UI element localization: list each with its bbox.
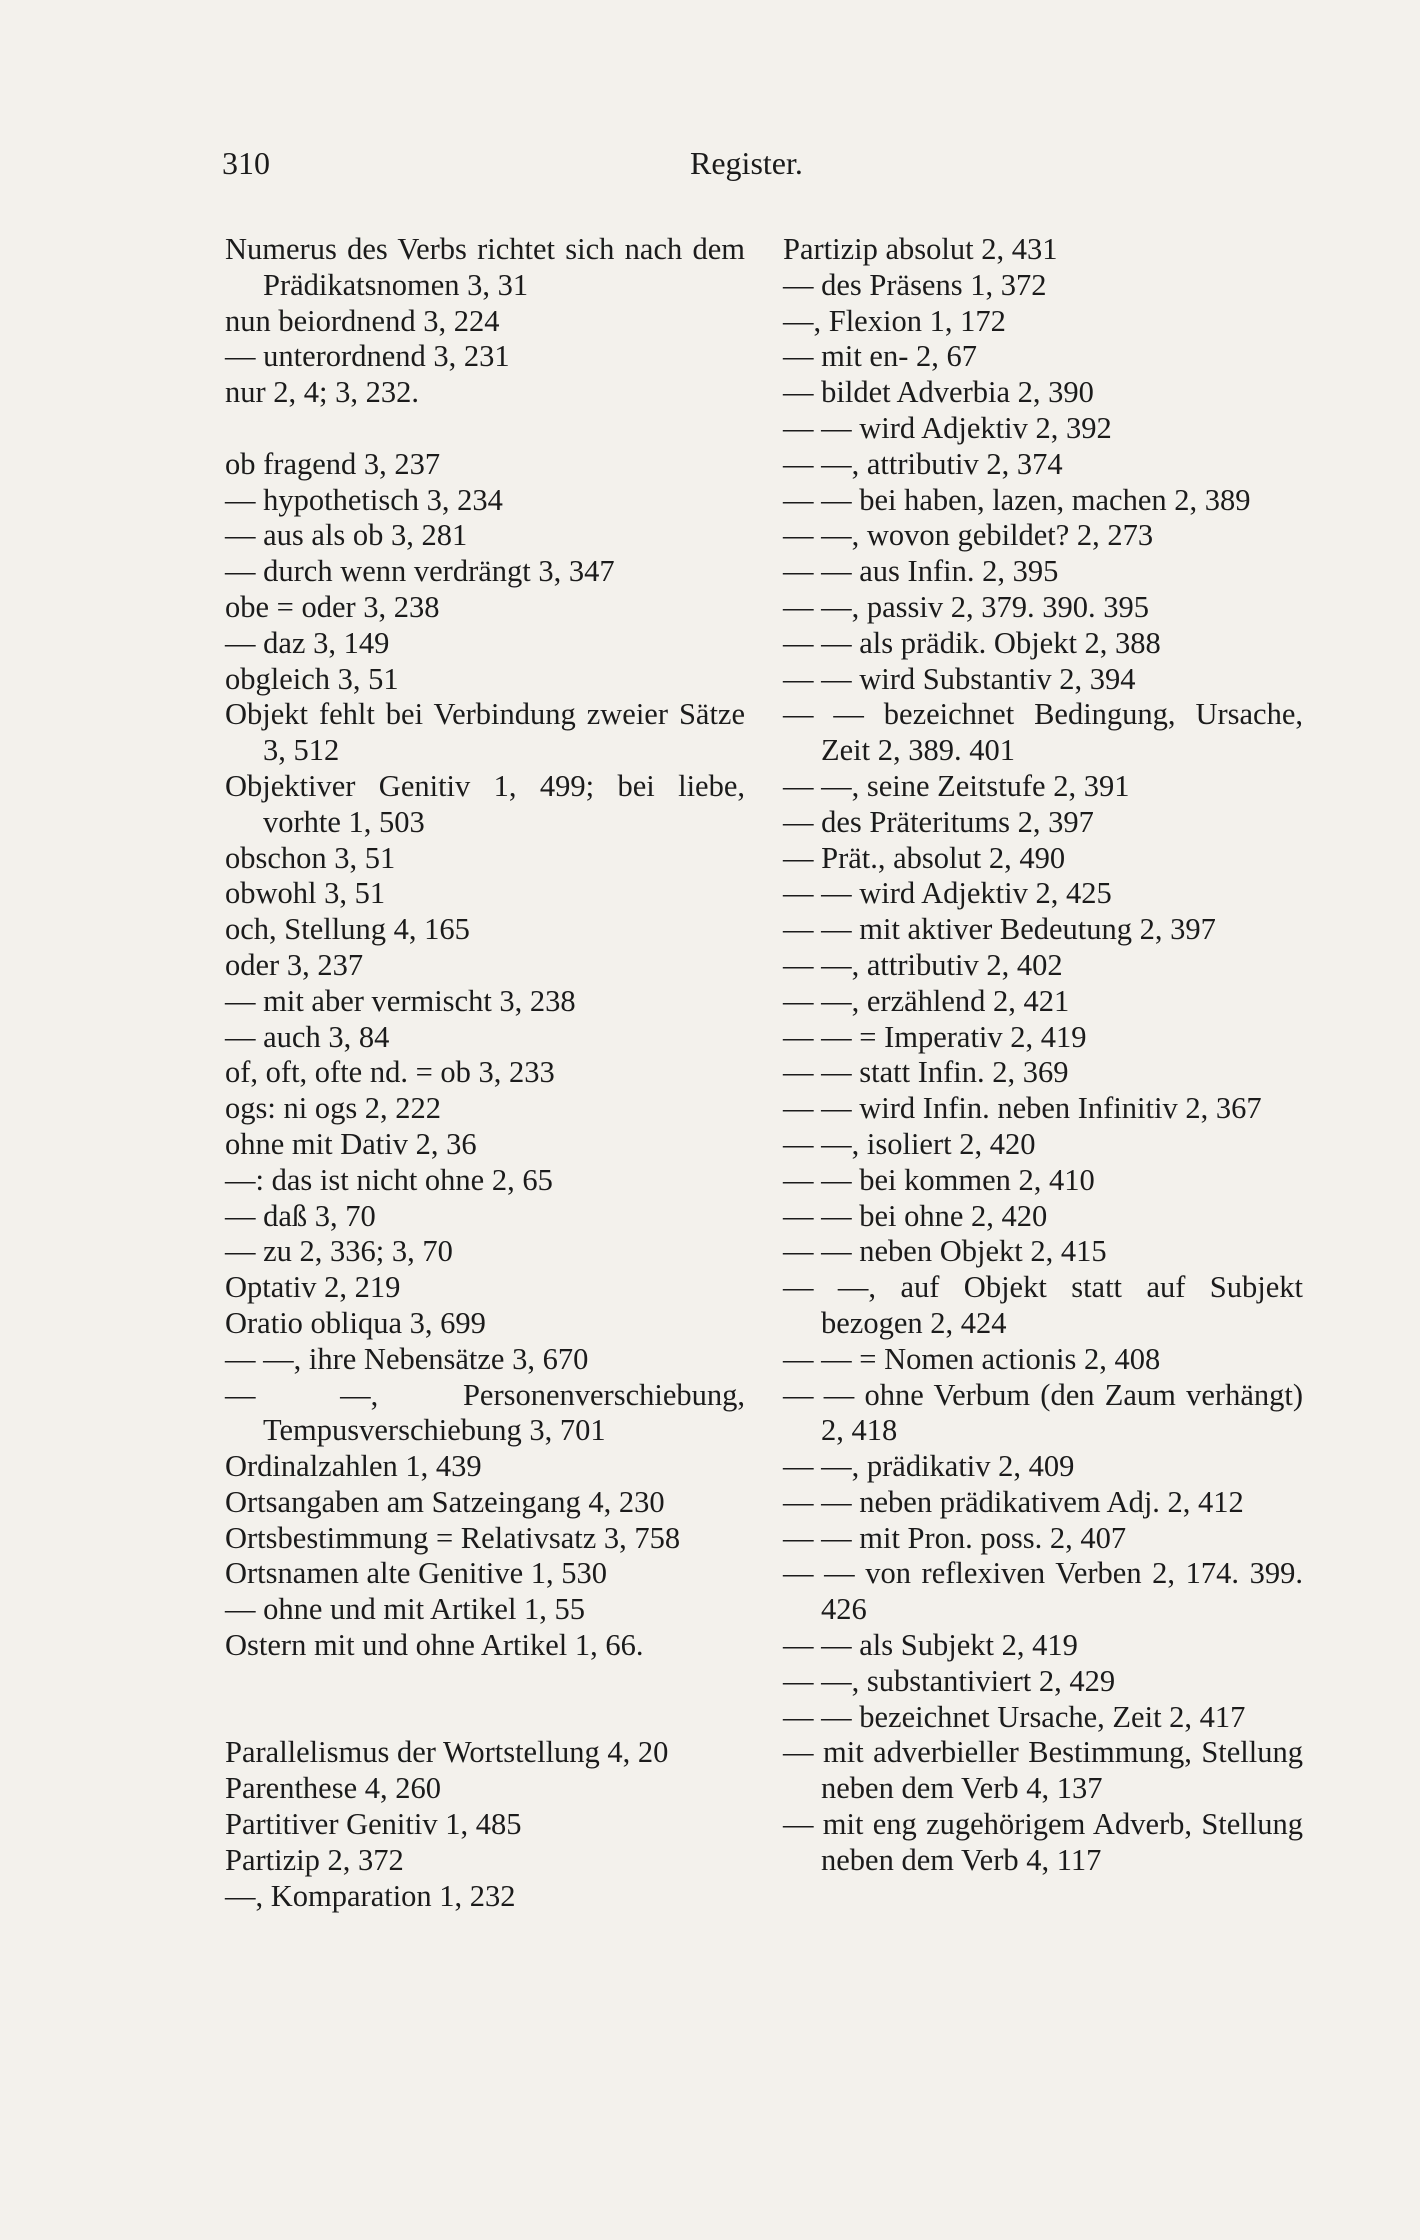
index-entry: nun beiordnend 3, 224 [225, 303, 500, 338]
index-entry: — — bezeichnet Bedingung, Ursache, Zeit 2, 389. 401 [783, 697, 1303, 768]
index-entry: — hypothetisch 3, 234 [225, 482, 503, 517]
index-entry: Ortsangaben am Satzeingang 4, 230 [225, 1484, 665, 1519]
index-entry: — —, attributiv 2, 374 [783, 446, 1063, 481]
index-entry: — — bezeichnet Ursache, Zeit 2, 417 [783, 1699, 1246, 1734]
left-index-column [225, 232, 745, 1914]
index-entry: — mit adverbieller Bestimmung, Stellung neben dem Verb 4, 137 [783, 1735, 1303, 1806]
index-entry: — — neben Objekt 2, 415 [783, 1234, 1107, 1269]
index-entry: Partizip absolut 2, 431 [783, 232, 1058, 266]
right-index-column [783, 232, 1303, 1879]
index-entry: — —, isoliert 2, 420 [783, 1126, 1036, 1161]
index-entry: Parenthese 4, 260 [225, 1771, 441, 1806]
index-entry: ohne mit Dativ 2, 36 [225, 1126, 477, 1161]
index-entry: — mit en- 2, 67 [783, 339, 977, 374]
index-entry: obgleich 3, 51 [225, 661, 399, 696]
index-entry: Optativ 2, 219 [225, 1270, 401, 1305]
index-entry: — auch 3, 84 [225, 1019, 390, 1054]
index-entry: —, Komparation 1, 232 [225, 1878, 516, 1913]
index-entry: Partitiver Genitiv 1, 485 [225, 1807, 522, 1842]
index-entry: — Prät., absolut 2, 490 [783, 840, 1066, 875]
index-entry: — — von reflexiven Verben 2, 174. 399. 426 [783, 1556, 1303, 1627]
index-entry: — ohne und mit Artikel 1, 55 [225, 1592, 586, 1627]
index-entry: Ostern mit und ohne Artikel 1, 66. [225, 1628, 644, 1663]
index-entry: Objekt fehlt bei Verbindung zweier Sätze 3, 512 [225, 697, 745, 768]
index-entry: — mit eng zugehörigem Adverb, Stellung neben dem Verb 4, 117 [783, 1807, 1303, 1877]
index-entry: — — bei haben, lazen, machen 2, 389 [783, 482, 1251, 517]
index-entry: — —, Personenverschiebung, Tempusverschiebung 3, 701 [225, 1377, 745, 1448]
index-entry: — — mit Pron. poss. 2, 407 [783, 1520, 1127, 1555]
index-entry: oder 3, 237 [225, 947, 364, 982]
index-entry: — — bei kommen 2, 410 [783, 1162, 1095, 1197]
index-entry: —, Flexion 1, 172 [783, 303, 1006, 338]
index-entry: Ortsnamen alte Genitive 1, 530 [225, 1556, 607, 1591]
index-entry: — — neben prädikativem Adj. 2, 412 [783, 1484, 1244, 1519]
index-entry: — — als prädik. Objekt 2, 388 [783, 625, 1161, 660]
index-entry: — — als Subjekt 2, 419 [783, 1628, 1078, 1663]
index-entry: — daz 3, 149 [225, 625, 390, 660]
index-entry: — —, auf Objekt statt auf Subjekt bezogen 2, 424 [783, 1270, 1303, 1340]
index-entry: — — wird Adjektiv 2, 392 [783, 410, 1112, 445]
index-entry: — — = Imperativ 2, 419 [783, 1019, 1087, 1054]
index-entry: Numerus des Verbs richtet sich nach dem Prädikatsnomen 3, 31 [225, 232, 745, 302]
index-entry: — durch wenn verdrängt 3, 347 [225, 554, 615, 589]
index-entry: — — wird Substantiv 2, 394 [783, 661, 1136, 696]
index-entry: — zu 2, 336; 3, 70 [225, 1234, 453, 1269]
index-entry: obschon 3, 51 [225, 840, 396, 875]
index-entry: nur 2, 4; 3, 232. [225, 375, 420, 410]
index-entry: Ortsbestimmung = Relativsatz 3, 758 [225, 1520, 681, 1555]
page-header [222, 145, 1302, 195]
index-entry: — — wird Adjektiv 2, 425 [783, 876, 1112, 911]
index-entry: — — mit aktiver Bedeutung 2, 397 [783, 912, 1216, 947]
index-entry: — — = Nomen actionis 2, 408 [783, 1341, 1161, 1376]
index-entry: — bildet Adverbia 2, 390 [783, 375, 1094, 410]
index-entry: — — aus Infin. 2, 395 [783, 554, 1059, 589]
index-entry: — —, substantiviert 2, 429 [783, 1663, 1116, 1698]
index-entry: Ordinalzahlen 1, 439 [225, 1449, 482, 1484]
index-entry: och, Stellung 4, 165 [225, 912, 470, 947]
page-number: 310 [222, 145, 270, 181]
index-entry: — aus als ob 3, 281 [225, 518, 468, 553]
index-entry: — des Präteritums 2, 397 [783, 804, 1094, 839]
index-entry: Objektiver Genitiv 1, 499; bei liebe, vorhte 1, 503 [225, 768, 745, 839]
index-entry: ogs: ni ogs 2, 222 [225, 1091, 442, 1126]
index-entry: — — bei ohne 2, 420 [783, 1198, 1048, 1233]
index-entry: Partizip 2, 372 [225, 1842, 404, 1877]
index-entry: Oratio obliqua 3, 699 [225, 1305, 486, 1340]
index-entry: — mit aber vermischt 3, 238 [225, 983, 576, 1018]
running-head: Register. [690, 145, 803, 181]
index-entry: — —, erzählend 2, 421 [783, 983, 1070, 1018]
index-entry: — —, seine Zeitstufe 2, 391 [783, 768, 1130, 803]
index-entry: — —, ihre Nebensätze 3, 670 [225, 1341, 589, 1376]
index-entry: — —, passiv 2, 379. 390. 395 [783, 589, 1149, 624]
index-entry: —: das ist nicht ohne 2, 65 [225, 1162, 553, 1197]
index-entry: — unterordnend 3, 231 [225, 339, 510, 374]
index-entry: ob fragend 3, 237 [225, 446, 441, 481]
index-entry: Parallelismus der Wortstellung 4, 20 [225, 1735, 669, 1770]
index-entry: of, oft, ofte nd. = ob 3, 233 [225, 1055, 555, 1090]
index-entry: obwohl 3, 51 [225, 876, 386, 911]
index-entry: — —, prädikativ 2, 409 [783, 1449, 1075, 1484]
index-entry: — —, attributiv 2, 402 [783, 947, 1063, 982]
index-entry: — — ohne Verbum (den Zaum verhängt) 2, 418 [783, 1377, 1303, 1448]
index-entry: — —, wovon gebildet? 2, 273 [783, 518, 1154, 553]
index-entry: — — wird Infin. neben Infinitiv 2, 367 [783, 1091, 1262, 1126]
index-entry: — — statt Infin. 2, 369 [783, 1055, 1069, 1090]
index-entry: — des Präsens 1, 372 [783, 267, 1047, 302]
index-entry: obe = oder 3, 238 [225, 589, 440, 624]
index-entry: — daß 3, 70 [225, 1198, 376, 1233]
